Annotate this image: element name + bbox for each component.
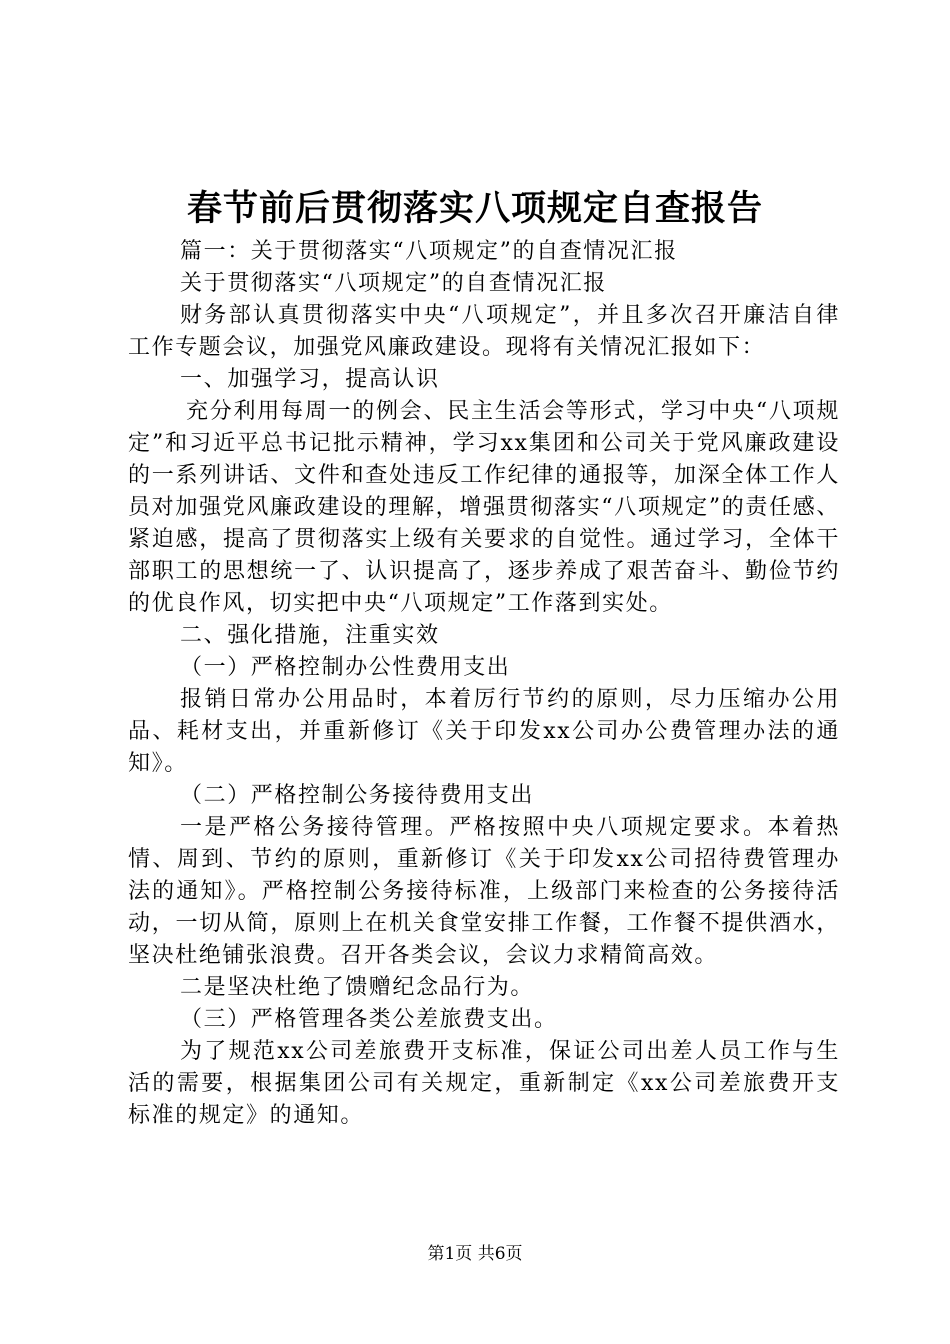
section-heading: 二、强化措施，注重实效	[180, 623, 440, 648]
subsection-heading: （一）严格控制办公性费用支出	[180, 655, 511, 680]
page-footer: 第1页 共6页	[427, 1244, 523, 1264]
paragraph: 一是严格公务接待管理。严格按照中央八项规定要求。本着热情、周到、节约的原则，重新修订《关于印发xx公司招待费管理办法的通知》。严格控制公务接待标准，上级部门来检查的公务接待活动，一切从简，原则上在机关食堂安排工作餐，工作餐不提供酒水，坚决杜绝铺张浪费。召开各类会议，会议力求精简高效。	[128, 815, 840, 968]
paragraph: 篇一：关于贯彻落实“八项规定”的自查情况汇报	[180, 239, 678, 264]
paragraph: 充分利用每周一的例会、民主生活会等形式，学习中央“八项规定”和习近平总书记批示精神，学习xx集团和公司关于党风廉政建设的一系列讲话、文件和查处违反工作纪律的通报等，加深全体工作人员对加强党风廉政建设的理解，增强贯彻落实“八项规定”的责任感、紧迫感，提高了贯彻落实上级有关要求的自觉性。通过学习，全体干部职工的思想统一了、认识提高了，逐步养成了艰苦奋斗、勤俭节约的优良作风，切实把中央“八项规定”工作落到实处。	[128, 399, 840, 616]
subsection-heading: （二）严格控制公务接待费用支出	[180, 783, 535, 808]
document-body	[128, 236, 840, 1132]
paragraph: 财务部认真贯彻落实中央“八项规定”，并且多次召开廉洁自律工作专题会议，加强党风廉政建设。现将有关情况汇报如下：	[128, 303, 840, 360]
paragraph: 报销日常办公用品时，本着厉行节约的原则，尽力压缩办公用品、耗材支出，并重新修订《关于印发xx公司办公费管理办法的通知》。	[128, 687, 840, 776]
paragraph: 关于贯彻落实“八项规定”的自查情况汇报	[180, 271, 607, 296]
section-heading: 一、加强学习，提高认识	[180, 367, 440, 392]
paragraph: 为了规范xx公司差旅费开支标准，保证公司出差人员工作与生活的需要，根据集团公司有关规定，重新制定《xx公司差旅费开支标准的规定》的通知。	[128, 1039, 840, 1128]
paragraph: 二是坚决杜绝了馈赠纪念品行为。	[180, 975, 535, 1000]
subsection-heading: （三）严格管理各类公差旅费支出。	[180, 1007, 558, 1032]
page-title: 春节前后贯彻落实八项规定自查报告	[186, 188, 763, 229]
